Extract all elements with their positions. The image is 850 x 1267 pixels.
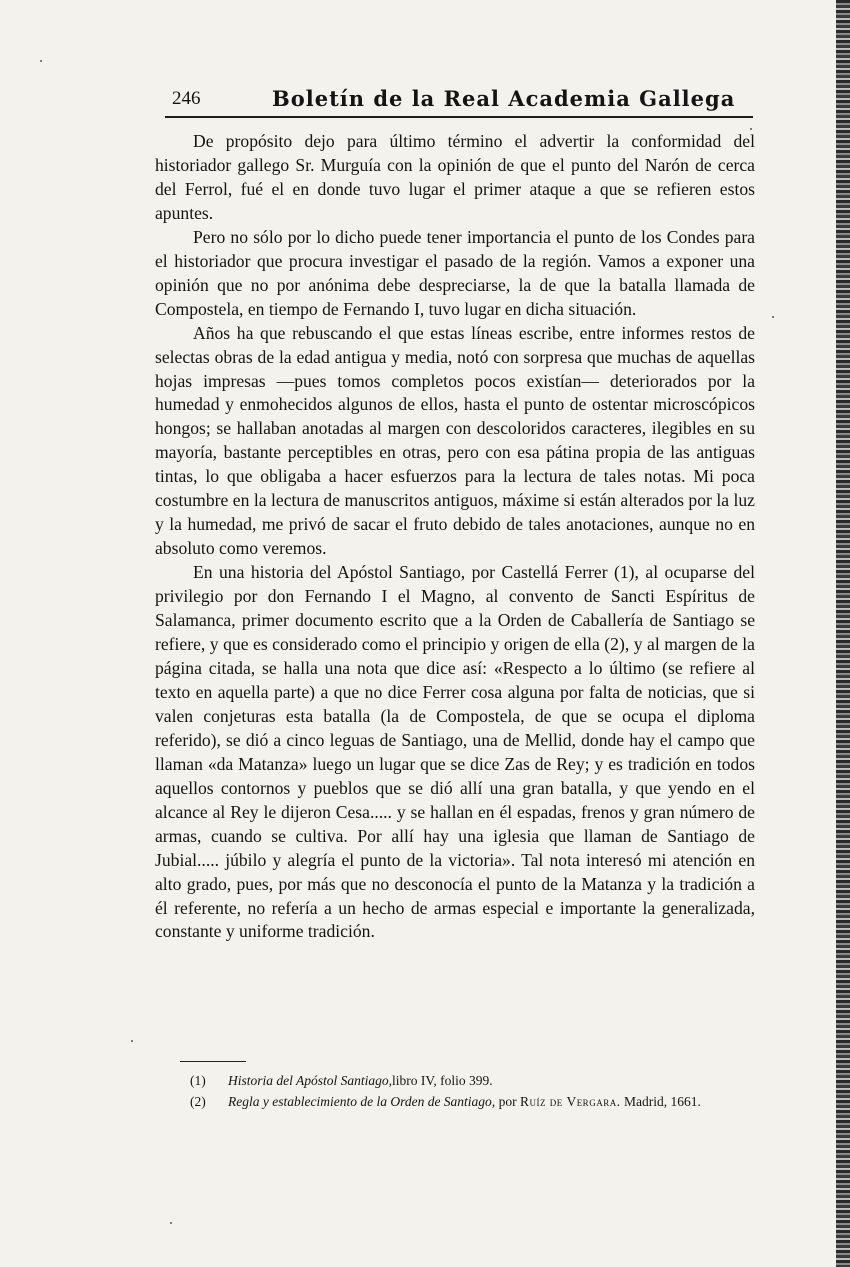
scan-speck	[131, 1040, 133, 1042]
paragraph-1: De propósito dejo para último término el advertir la conformidad del historiador gallego Sr. Murguía con la opinión de que el punto del Narón de cerca del Ferrol, fué el en donde tuvo lugar el primer ataque a que se refieren estos apuntes.	[155, 131, 755, 223]
scan-speck	[772, 316, 774, 318]
footnotes	[190, 1070, 755, 1112]
running-title: Boletín de la Real Academia Gallega	[272, 86, 736, 111]
footnote-reference: libro IV, folio 399.	[392, 1073, 493, 1088]
footnote-number: (1)	[190, 1073, 206, 1088]
footnote-rule	[180, 1061, 246, 1062]
footnote-reference: Madrid, 1661.	[620, 1094, 701, 1109]
footnote-1	[190, 1070, 755, 1091]
scan-speck	[750, 128, 752, 130]
footnote-title: Historia del Apóstol Santiago,	[228, 1073, 393, 1088]
header-rule	[165, 116, 753, 118]
scan-speck	[40, 60, 42, 62]
page-number: 246	[172, 88, 201, 109]
paragraph-2: Pero no sólo por lo dicho puede tener importancia el punto de los Condes para el historiador que procura investigar el pasado de la región. Vamos a exponer una opinión que no por anónima debe despreciarse, la de que la batalla llamada de Compostela, en tiempo de Fernando I, tuvo lugar en dicha situación.	[155, 226, 755, 319]
footnote-number: (2)	[190, 1094, 206, 1109]
body-text	[155, 130, 755, 944]
scanned-page-edge	[836, 0, 850, 1267]
footnote-connector: por	[495, 1094, 520, 1109]
paragraph-3: Años ha que rebuscando el que estas líneas escribe, entre informes restos de selectas obras de la edad antigua y media, notó con sorpresa que muchas de aquellas hojas impresas —pues tomos completos pocos existían— deteriorados por la humedad y enmohecidos algunos de ellos, hasta el punto de ostentar microscópicos hongos; se hallaban anotadas al margen con descoloridos caracteres, ilegibles en su mayoría, bastante perceptibles en otras, pero con esa pátina propia de las antiguas tintas, lo que obligaba a hacer esfuerzos para la lectura de tales notas. Mi poca costumbre en la lectura de manuscritos antiguos, máxime si están alterados por la luz y la humedad, me privó de sacar el fruto debido de tales anotaciones, aunque no en absoluto como veremos.	[155, 322, 755, 559]
page-header	[172, 84, 752, 116]
paragraph-4: En una historia del Apóstol Santiago, por Castellá Ferrer (1), al ocuparse del privilegio por don Fernando I el Magno, al convento de Sancti Espíritus de Salamanca, primer documento escrito que a la Orden de Caballería de Santiago se refiere, y que es considerado como el principio y origen de ella (2), y al margen de la página citada, se halla una nota que dice así: «Respecto a lo último (se refiere al texto en aquella parte) a que no dice Ferrer cosa alguna por falta de noticias, que si valen conjeturas esta batalla (la de Compostela, de que se ocupa el diploma referido), se dió a cinco leguas de Santiago, una de Mellid, donde hay el campo que llaman «da Matanza» luego un lugar que se dice Zas de Rey; y es tradición en todos aquellos contornos y pueblos que se dió allí una gran batalla, y que yendo en el alcance al Rey le dijeron Cesa..... y se hallan en él espadas, frenos y gran número de armas, cuando se cultiva. Por allí hay una iglesia que llaman de Santiago de Jubial..... júbilo y alegría el punto de la victoria». Tal nota interesó mi atención en alto grado, pues, por más que no desconocía el punto de la Matanza y la tradición a él referente, no refería a un hecho de armas especial e importante la generalizada, constante y uniforme tradición.	[155, 562, 755, 942]
scan-speck	[170, 1222, 172, 1224]
footnote-author: Ruíz de Vergara.	[519, 1094, 621, 1109]
footnote-2	[190, 1091, 755, 1112]
footnote-title: Regla y establecimiento de la Orden de Santiago,	[228, 1094, 496, 1109]
